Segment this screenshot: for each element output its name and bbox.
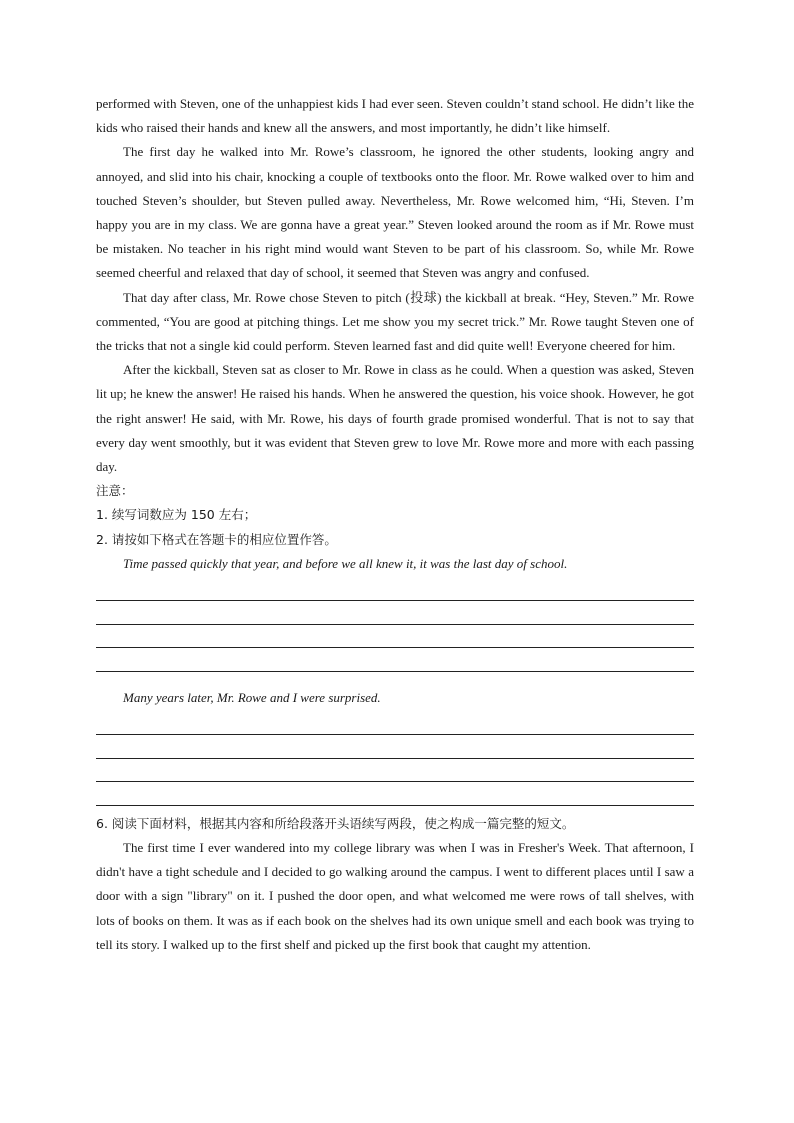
note-item-2: 2. 请按如下格式在答题卡的相应位置作答。 <box>96 531 337 547</box>
answer-line[interactable] <box>96 625 694 649</box>
continuation-prompt-2: Many years later, Mr. Rowe and I were surprised. <box>123 689 381 705</box>
document-page <box>96 92 694 957</box>
passage-paragraph-3: That day after class, Mr. Rowe chose Steven to pitch (投球) the kickball at break. “Hey, Steven.” Mr. Rowe commented, “You are good at pitching things. Let me show you my secret trick.” Mr. Rowe taught Steven one of the tricks that not a single kid could perform. Steven learned fast and did quite well! Everyone cheered for him. <box>96 289 694 354</box>
answer-line[interactable] <box>96 601 694 625</box>
answer-line[interactable] <box>96 578 694 602</box>
passage-paragraph-4: After the kickball, Steven sat as closer to Mr. Rowe in class as he could. When a question was asked, Steven lit up; he knew the answer! He raised his hands. When he answered the question, his voice shook. However, he got the right answer! He said, with Mr. Rowe, his days of fourth grade promised wonderful. That is not to say that every day went smoothly, but it was evident that Steven grew to love Mr. Rowe more and more with each passing day. <box>96 362 694 475</box>
note-item-1: 1. 续写词数应为 150 左右； <box>96 507 257 523</box>
passage-paragraph-1: performed with Steven, one of the unhappiest kids I had ever seen. Steven couldn’t stand school. He didn’t like the kids who raised their hands and knew all the answers, and most importantly, he didn’t like himself. <box>96 96 694 136</box>
answer-line[interactable] <box>96 782 694 806</box>
answer-lines-2 <box>96 712 694 806</box>
answer-line[interactable] <box>96 712 694 736</box>
answer-lines-1 <box>96 578 694 672</box>
notes-heading: 注意： <box>96 483 134 499</box>
passage-paragraph-2: The first day he walked into Mr. Rowe’s classroom, he ignored the other students, looking angry and annoyed, and slid into his chair, knocking a couple of textbooks onto the floor. Mr. Rowe walked over to him and touched Steven’s shoulder, but Steven pulled away. Nevertheless, Mr. Rowe welcomed him, “Hi, Steven. I’m happy you are in my class. We are gonna have a great year.” Steven looked around the room as if Mr. Rowe must be mistaken. No teacher in his right mind would want Steven to be part of his classroom. So, while Mr. Rowe seemed cheerful and relaxed that day of school, it seemed that Steven was angry and confused. <box>96 144 694 281</box>
answer-line[interactable] <box>96 735 694 759</box>
answer-line[interactable] <box>96 759 694 783</box>
question-6-title: 6. 阅读下面材料，根据其内容和所给段落开头语续写两段，使之构成一篇完整的短文。 <box>96 815 575 831</box>
continuation-prompt-1: Time passed quickly that year, and before we all knew it, it was the last day of school. <box>123 555 568 571</box>
answer-line[interactable] <box>96 648 694 672</box>
question-6-paragraph-1: The first time I ever wandered into my college library was when I was in Fresher's Week. That afternoon, I didn't have a tight schedule and I decided to go walking around the campus. I went to different places until I saw a door with a sign "library" on it. I pushed the door open, and what welcomed me were rows of tall shelves, with lots of books on them. It was as if each book on the shelves had its own unique smell and each book was trying to tell its story. I walked up to the first shelf and picked up the first book that caught my attention. <box>96 840 694 952</box>
